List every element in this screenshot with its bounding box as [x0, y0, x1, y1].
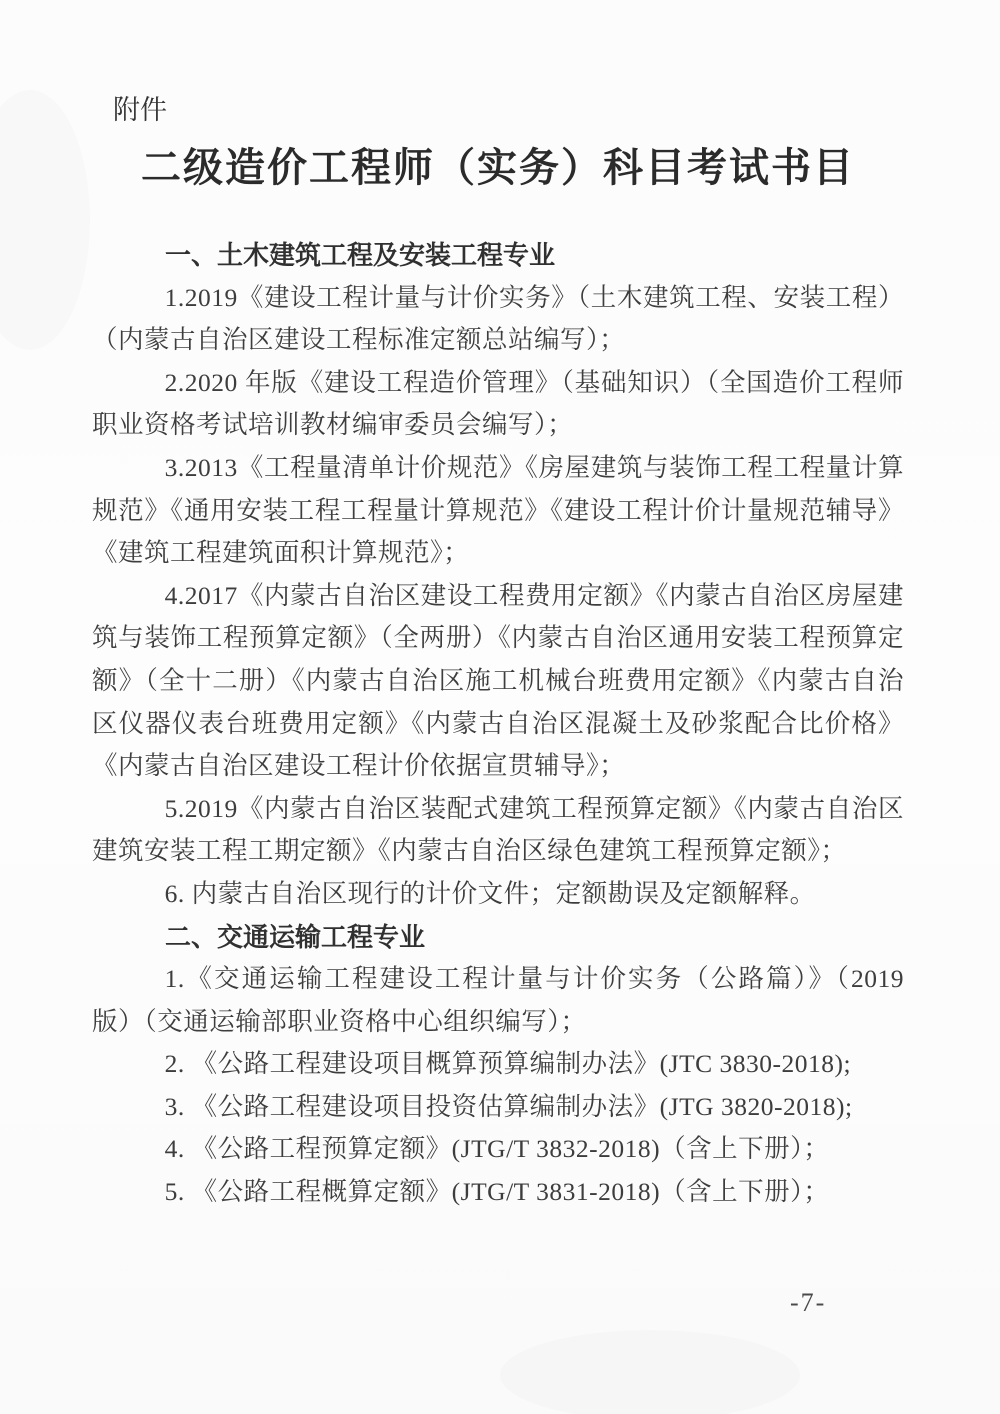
section-2-item-2: 2. 《公路工程建设项目概算预算编制办法》(JTC 3830-2018); — [164, 1049, 852, 1079]
scan-smudge — [500, 1330, 800, 1414]
section-2-item-1: 1.《交通运输工程建设工程计量与计价实务（公路篇）》（2019 版）（交通运输部职业资格中心组织编写）； — [92, 964, 904, 1036]
section-1-heading: 一、土木建筑工程及安装工程专业 — [165, 240, 556, 270]
page-number: -7- — [790, 1288, 827, 1317]
section-1-item-6: 6. 内蒙古自治区现行的计价文件；定额勘误及定额解释。 — [164, 878, 816, 908]
section-1-item-2: 2.2020 年版《建设工程造价管理》（基础知识）（全国造价工程师职业资格考试培训教材编审委员会编写）； — [92, 367, 904, 440]
section-1-item-4: 4.2017《内蒙古自治区建设工程费用定额》《内蒙古自治区房屋建筑与装饰工程预算定额》（全两册）《内蒙古自治区通用安装工程预算定额》（全十二册）《内蒙古自治区施工机械台班费用定额》《内蒙古自治区仪器仪表台班费用定额》《内蒙古自治区混凝土及砂浆配合比价格》《内蒙古自治区建设工程计价依据宣贯辅导》； — [92, 580, 904, 781]
section-2-item-3: 3. 《公路工程建设项目投资估算编制办法》(JTG 3820-2018); — [164, 1091, 853, 1121]
attachment-label: 附件 — [113, 95, 167, 125]
section-1-item-1: 1.2019《建设工程计量与计价实务》（土木建筑工程、安装工程）（内蒙古自治区建设工程标准定额总站编写）； — [92, 282, 904, 355]
section-2-item-5: 5. 《公路工程概算定额》(JTG/T 3831-2018)（含上下册）； — [164, 1177, 830, 1207]
section-2-item-4: 4. 《公路工程预算定额》(JTG/T 3832-2018)（含上下册）； — [164, 1134, 830, 1164]
page-title: 二级造价工程师（实务）科目考试书目 — [141, 146, 855, 190]
section-1-item-5: 5.2019《内蒙古自治区装配式建筑工程预算定额》《内蒙古自治区建筑安装工程工期定额》《内蒙古自治区绿色建筑工程预算定额》； — [92, 793, 904, 866]
section-2-heading: 二、交通运输工程专业 — [165, 921, 426, 952]
section-1-item-3: 3.2013《工程量清单计价规范》《房屋建筑与装饰工程工程量计算规范》《通用安装工程工程量计算规范》《建设工程计价计量规范辅导》《建筑工程建筑面积计算规范》； — [92, 452, 904, 568]
